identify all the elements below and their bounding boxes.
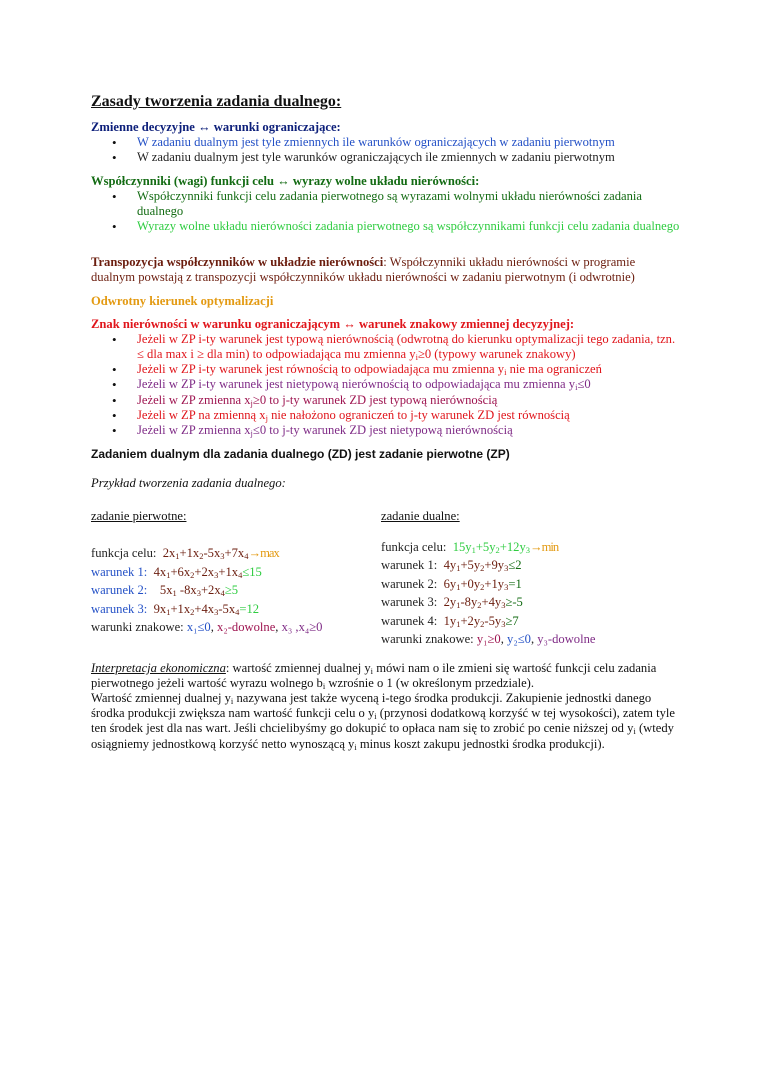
list-item: • Jeżeli w ZP i-ty warunek jest nietypową nierównością to odpowiadająca mu zmienna $y_i\le 0$ bbox=[137, 377, 681, 392]
dual-sign-conditions: warunki znakowe: y₁≥0, y₂≤0, y₃-dowolne bbox=[381, 632, 596, 646]
interpretation-paragraph-1: Interpretacja ekonomiczna: wartość zmiennej dualnej $y_i$ mówi nam o ile zmieni się wartość funkcji celu zadania pierwotnego jeżeli wartość wyrazu wolnego $b_i$ wzrośnie o 1 (w określonym przedziale). bbox=[91, 661, 657, 692]
primal-title: zadanie pierwotne: bbox=[91, 509, 187, 523]
list-item: • Współczynniki funkcji celu zadania pierwotnego są wyrazami wolnymi układu nierówności zadania dualnego bbox=[137, 189, 681, 219]
list-item: • Jeżeli w ZP i-ty warunek jest typową nierównością (odwrotną do kierunku optymalizacji tego zadania, tzn. ≤ dla max i ≥ dla min) to odpowiadająca mu zmienna $y_i\ge 0$ (typowy warunek znakowy) bbox=[137, 332, 681, 362]
example-heading: Przykład tworzenia zadania dualnego: bbox=[91, 476, 286, 490]
dual-constraint-3: warunek 3: $2y_1-8y_2+4y_3\ge-5$ bbox=[381, 595, 523, 610]
bullet-list bbox=[91, 189, 681, 234]
primal-constraint-3: warunek 3: $9x_1+1x_2+4x_3-5x_4=12$ bbox=[91, 601, 260, 617]
section-signs bbox=[91, 317, 681, 438]
section-heading: Zmienne decyzyjne ↔ warunki ograniczające: bbox=[91, 120, 341, 134]
list-item: • Wyrazy wolne układu nierówności zadania pierwotnego są współczynnikami funkcji celu zadania dualnego bbox=[137, 219, 681, 234]
page-title: Zasady tworzenia zadania dualnego: bbox=[91, 93, 342, 110]
primal-constraint-1: warunek 1: $4x_1+6x_2+2x_3+1x_4\le 15$ bbox=[91, 564, 262, 580]
section-variables bbox=[91, 120, 681, 165]
dual-title: zadanie dualne: bbox=[381, 509, 460, 523]
list-item: • Jeżeli w ZP zmienna $x_j\ge 0$ to j-ty warunek ZD jest typową nierównością bbox=[137, 393, 681, 408]
primal-problem bbox=[91, 509, 391, 639]
list-item: • Jeżeli w ZP i-ty warunek jest równością to odpowiadająca mu zmienna $y_i$ nie ma ograniczeń bbox=[137, 362, 681, 377]
primal-constraint-2: warunek 2: $5x_1$ $-8x_3+2x_4\ge 5$ bbox=[91, 583, 239, 598]
dual-constraint-1: warunek 1: $4y_1+5y_2+9y_3\le 2$ bbox=[381, 558, 522, 573]
section-heading: Transpozycja współczynników w układzie nierówności bbox=[91, 255, 384, 269]
section-coefficients bbox=[91, 174, 681, 234]
section-text: : Współczynniki układu nierówności w programie dualnym powstają z transpozycji współczynników układu nierówności w zadaniu pierwotnym (i odwrotnie) bbox=[91, 255, 636, 285]
dual-constraint-2: warunek 2: $6y_1+0y_2+1y_3=1$ bbox=[381, 576, 522, 592]
dual-constraint-4: warunek 4: $1y_1+2y_2-5y_3\ge 7$ bbox=[381, 613, 519, 629]
dual-objective: funkcja celu: $15y_1+5y_2+12y_3\to\min$ bbox=[381, 539, 559, 555]
section-transposition bbox=[91, 255, 681, 285]
section-heading: Znak nierówności w warunku ograniczającym ↔ warunek znakowy zmiennej decyzyjnej: bbox=[91, 317, 575, 331]
bullet-list bbox=[91, 332, 681, 438]
interpretation bbox=[91, 661, 681, 752]
primal-objective: funkcja celu: $2x_1+1x_2-5x_3+7x_4\to\max$ bbox=[91, 546, 279, 561]
dual-problem bbox=[381, 509, 681, 651]
section-optimization bbox=[91, 294, 681, 309]
list-item: • W zadaniu dualnym jest tyle warunków ograniczających ile zmiennych w zadaniu pierwotnym bbox=[137, 150, 681, 165]
section-heading: Odwrotny kierunek optymalizacji bbox=[91, 294, 274, 308]
section-heading: Współczynniki (wagi) funkcji celu ↔ wyrazy wolne układu nierówności: bbox=[91, 174, 480, 188]
list-item: • W zadaniu dualnym jest tyle zmiennych ile warunków ograniczających w zadaniu pierwotnym bbox=[137, 135, 681, 150]
interpretation-paragraph-2: Wartość zmiennej dualnej $y_i$ nazywana jest także wyceną i-tego środka produkcji. Zakupienie jednostki danego środka produkcji zwiększa nam wartość funkcji celu o $y_i$ (przynosi dodatkową korzyść w tej wysokości), zatem tyle ten środek jest dla nas wart. Jeśli chcielibyśmy go dokupić to opłaca nam się to zrobić po cenie niższej od $y_i$ (wtedy osiągniemy jednostkową korzyść netto wynoszącą $y_i$ minus koszt zakupu jednostki środka produkcji). bbox=[91, 691, 675, 752]
list-item: • Jeżeli w ZP na zmienną $x_j$ nie nałożono ograniczeń to j-ty warunek ZD jest równością bbox=[137, 408, 681, 423]
list-item: • Jeżeli w ZP zmienna $x_j\le 0$ to j-ty warunek ZD jest nietypową nierównością bbox=[137, 423, 681, 438]
bullet-list bbox=[91, 135, 681, 165]
section-dual-of-dual: Zadaniem dualnym dla zadania dualnego (ZD) jest zadanie pierwotne (ZP) bbox=[91, 447, 510, 461]
primal-sign-conditions: warunki znakowe: x₁≤0, x₂-dowolne, x₃ ,x₄≥0 bbox=[91, 620, 323, 634]
